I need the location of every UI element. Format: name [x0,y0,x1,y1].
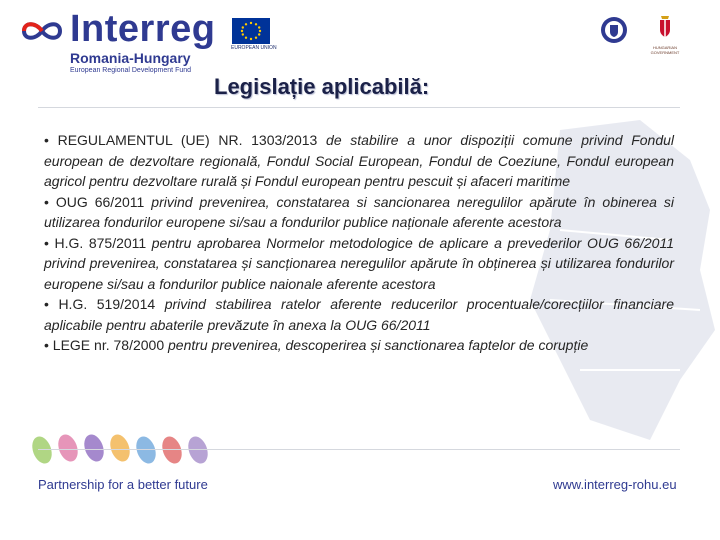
eu-label: EUROPEAN UNION [231,45,277,51]
brand-fund: European Regional Development Fund [70,67,192,74]
hungary-crest-icon [600,16,628,44]
legislation-name: REGULAMENTUL (UE) NR. 1303/2013 [57,132,318,148]
government-label: HUNGARIAN GOVERNMENT [650,45,680,55]
brand-name: Interreg [70,8,216,50]
brand [70,8,215,76]
bullet: • [44,132,58,148]
government-crest-icon [652,14,678,40]
list-item [44,335,674,356]
list-item [44,294,674,335]
bullet: • [44,337,53,353]
bullet: • [44,296,59,312]
legislation-description: pentru prevenirea, descoperirea și sanctionarea faptelor de corupție [164,337,589,353]
list-item [44,192,674,233]
footer-url[interactable]: www.interreg-rohu.eu [553,477,677,492]
title-divider [38,107,680,108]
legislation-description: pentru aprobarea Normelor metodologice de aplicare a prevederilor OUG 66/2011 privind prevenirea, constatarea și sancționarea neregulilor apărute în obținerea și utilizarea fondurilor europene si/sau a fondurilor publice naionale aferente acestora [44,234,674,292]
footer-tagline: Partnership for a better future [38,477,208,492]
brush-strokes-icon [28,428,228,468]
legislation-description: privind stabilirea ratelor aferente reducerilor procentuale/corecțiilor financiare aplicabile pentru abaterile prevăzute în anexa la OUG 66/2011 [44,296,675,333]
legislation-list [44,130,674,356]
bullet: • [44,193,56,210]
legislation-name: H.G. 519/2014 [58,296,156,312]
legislation-name: H.G. 875/2011 [54,234,147,251]
list-item [44,130,674,192]
legislation-description: de stabilire a unor dispoziții comune privind Fondul european de dezvoltare regională, Fondul Social European, Fondul de Coeziune, Fondul european agricol pentru dezvoltare rurală și Fondul european pentru pescuit și afaceri maritime [44,132,675,189]
legislation-description: privind prevenirea, constatarea si sancionarea neregulilor apărute în obinerea si utilizarea fondurilor europene si/sau a fondurilor publice naționale aferente acestora [44,193,674,230]
list-item [44,233,674,295]
footer-divider [38,449,680,450]
page-title: Legislație aplicabilă: [214,74,430,99]
brand-subtitle: Romania-Hungary [70,50,191,66]
legislation-name: OUG 66/2011 [55,193,145,210]
interreg-logo-icon [20,18,64,44]
government-crest [648,14,682,55]
legislation-name: LEGE nr. 78/2000 [52,337,165,353]
bullet: • [44,234,55,251]
header [0,0,720,80]
eu-flag-icon [232,18,270,44]
